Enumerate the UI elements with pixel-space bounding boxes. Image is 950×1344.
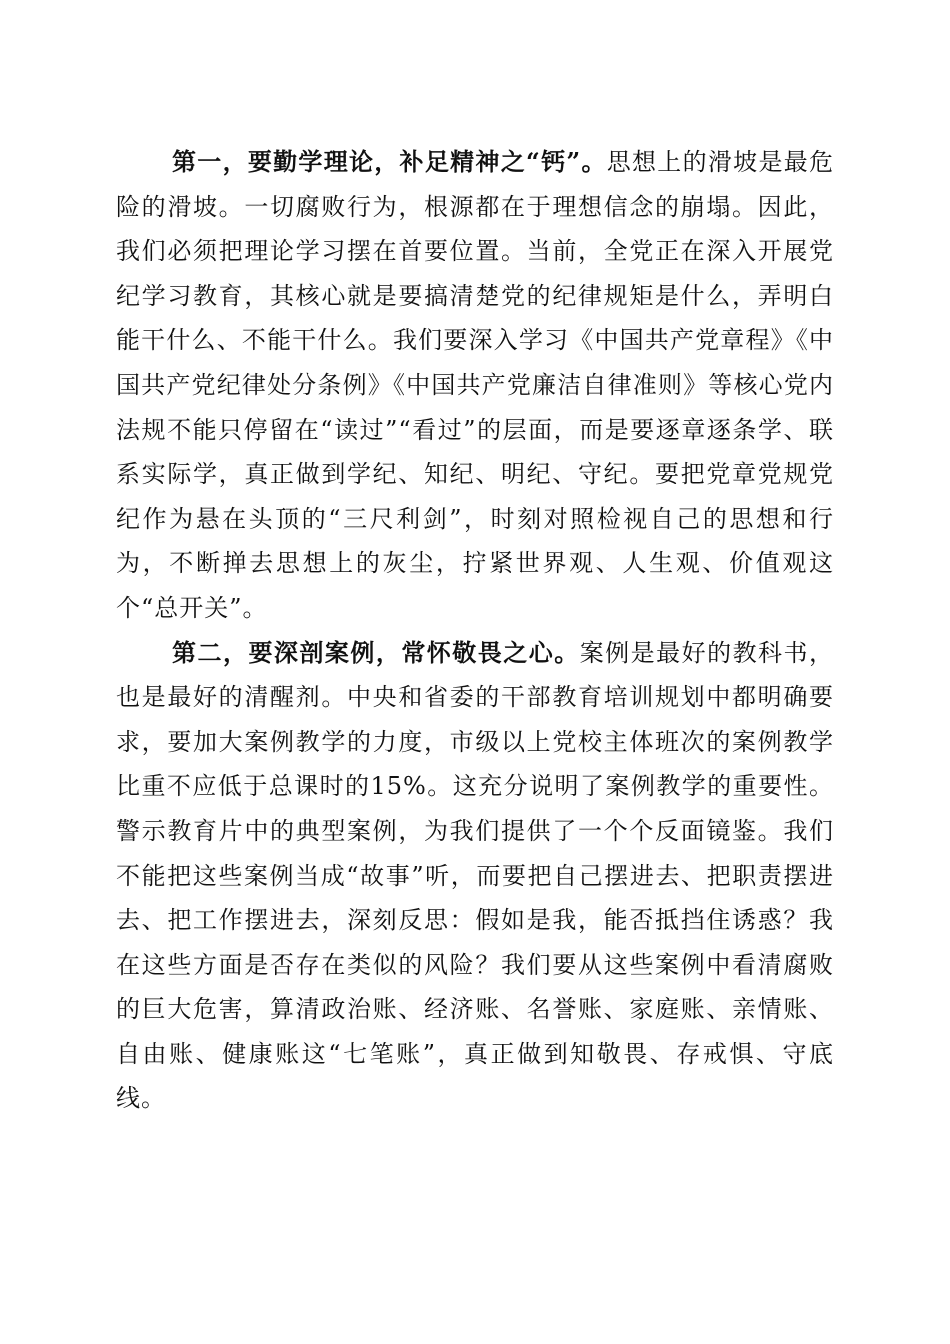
document-body — [116, 140, 834, 1121]
paragraph-2 — [116, 631, 834, 1122]
paragraph-2-body: 案例是最好的教科书，也是最好的清醒剂。中央和省委的干部教育培训规划中都明确要求，要加大案例教学的力度，市级以上党校主体班次的案例教学比重不应低于总课时的15%。这充分说明了案例教学的重要性。警示教育片中的典型案例，为我们提供了一个个反面镜鉴。我们不能把这些案例当成“故事”听，而要把自己摆进去、把职责摆进去、把工作摆进去，深刻反思：假如是我，能否抵挡住诱惑？我在这些方面是否存在类似的风险？我们要从这些案例中看清腐败的巨大危害，算清政治账、经济账、名誉账、家庭账、亲情账、自由账、健康账这“七笔账”，真正做到知敬畏、存戒惧、守底线。 — [116, 638, 835, 1113]
paragraph-1 — [116, 140, 834, 631]
paragraph-1-body: 思想上的滑坡是最危险的滑坡。一切腐败行为，根源都在于理想信念的崩塌。因此，我们必须把理论学习摆在首要位置。当前，全党正在深入开展党纪学习教育，其核心就是要搞清楚党的纪律规矩是什么，弄明白能干什么、不能干什么。我们要深入学习《中国共产党章程》《中国共产党纪律处分条例》《中国共产党廉洁自律准则》等核心党内法规不能只停留在“读过”“看过”的层面，而是要逐章逐条学、联系实际学，真正做到学纪、知纪、明纪、守纪。要把党章党规党纪作为悬在头顶的“三尺利剑”，时刻对照检视自己的思想和行为，不断掸去思想上的灰尘，拧紧世界观、人生观、价值观这个“总开关”。 — [116, 148, 835, 622]
paragraph-1-lead: 第一，要勤学理论，补足精神之“钙”。 — [172, 147, 607, 176]
paragraph-2-lead: 第二，要深剖案例，常怀敬畏之心。 — [172, 637, 580, 667]
